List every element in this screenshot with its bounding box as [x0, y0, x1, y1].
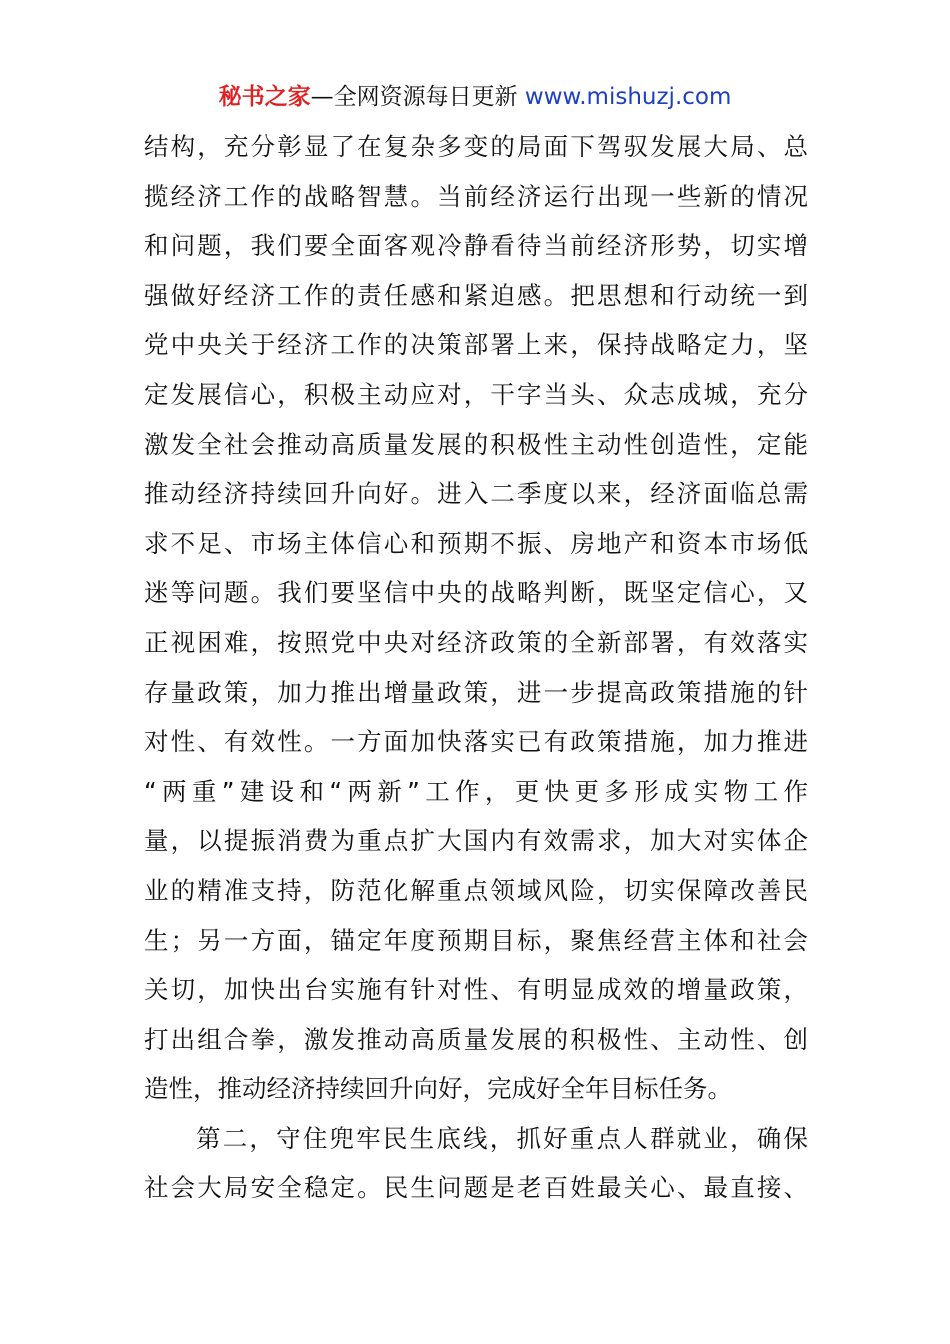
text-line: 业的精准支持，防范化解重点领域风险，切实保障改善民 [144, 875, 808, 905]
text-line: 求不足、市场主体信心和预期不振、房地产和资本市场低 [144, 528, 808, 558]
paragraph-start-line: 第二，守住兜牢民生底线，抓好重点人群就业，确保 [196, 1123, 808, 1153]
text-line: 强做好经济工作的责任感和紧迫感。把思想和行动统一到 [144, 280, 808, 310]
text-line: 社会大局安全稳定。民生问题是老百姓最关心、最直接、 [144, 1173, 808, 1203]
text-line: 结构，充分彰显了在复杂多变的局面下驾驭发展大局、总 [144, 132, 808, 161]
text-line: 打出组合拳，激发推动高质量发展的积极性、主动性、创 [144, 1024, 808, 1054]
text-line: 对性、有效性。一方面加快落实已有政策措施，加力推进 [144, 727, 808, 757]
document-body [144, 122, 808, 1213]
text-line: 和问题，我们要全面客观冷静看待当前经济形势，切实增 [144, 231, 808, 261]
text-line: “两重”建设和“两新”工作，更快更多形成实物工作 [144, 776, 808, 806]
text-line: 关切，加快出台实施有针对性、有明显成效的增量政策， [144, 975, 808, 1005]
text-line: 存量政策，加力推出增量政策，进一步提高政策措施的针 [144, 677, 808, 707]
text-line: 正视困难，按照党中央对经济政策的全新部署，有效落实 [144, 627, 808, 657]
text-line: 定发展信心，积极主动应对，干字当头、众志成城，充分 [144, 379, 808, 409]
text-line: 生；另一方面，锚定年度预期目标，聚焦经营主体和社会 [144, 925, 808, 955]
page-header [0, 82, 950, 112]
text-line: 迷等问题。我们要坚信中央的战略判断，既坚定信心，又 [144, 578, 808, 608]
text-line: 推动经济持续回升向好。进入二季度以来，经济面临总需 [144, 479, 808, 509]
text-line: 揽经济工作的战略智慧。当前经济运行出现一些新的情况 [144, 181, 808, 211]
header-brand: 秘书之家 [218, 84, 311, 110]
text-line: 量，以提振消费为重点扩大国内有效需求，加大对实体企 [144, 826, 808, 856]
text-line: 党中央关于经济工作的决策部署上来，保持战略定力，坚 [144, 330, 808, 360]
header-url-link[interactable]: www.mishuzj.com [524, 84, 732, 110]
text-line: 激发全社会推动高质量发展的积极性主动性创造性，定能 [144, 429, 808, 459]
paragraph-end-line: 造性，推动经济持续回升向好，完成好全年目标任务。 [144, 1074, 732, 1104]
header-tagline: —全网资源每日更新 [310, 84, 518, 110]
